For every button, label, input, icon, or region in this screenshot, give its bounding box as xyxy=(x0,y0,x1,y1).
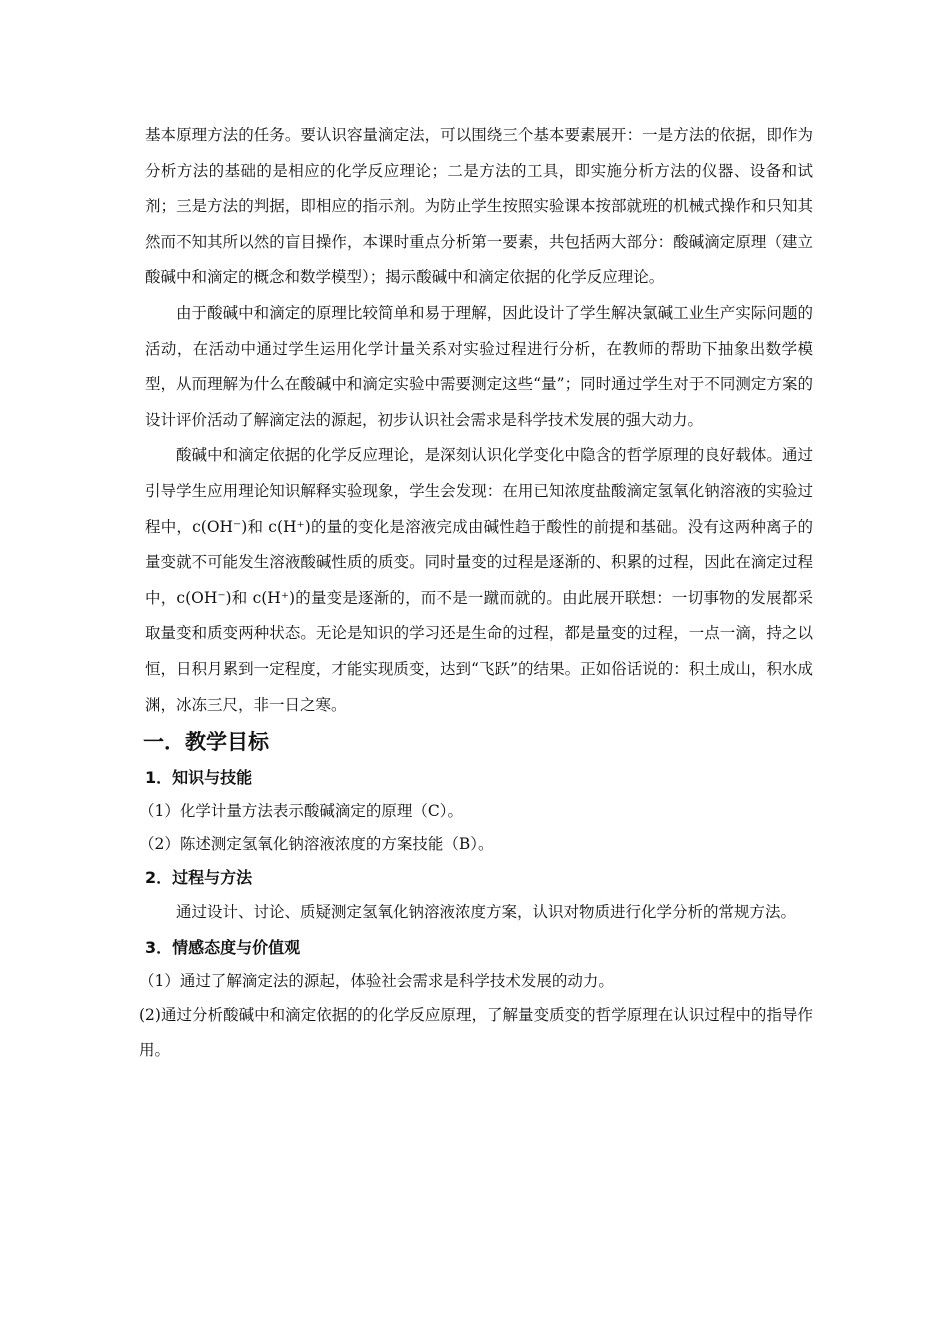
goal-item-3-1: （1）通过了解滴定法的源起，体验社会需求是科学技术发展的动力。 xyxy=(139,971,614,990)
document-page xyxy=(139,118,813,1069)
intro-paragraph-1: 基本原理方法的任务。要认识容量滴定法，可以围绕三个基本要素展开：一是方法的依据，即作为分析方法的基础的是相应的化学反应理论；二是方法的工具，即实施分析方法的仪器、设备和试剂；三是方法的判据，即相应的指示剂。为防止学生按照实验课本按部就班的机械式操作和只知其然而不知其所以然的盲目操作，本课时重点分析第一要素，共包括两大部分：酸碱滴定原理（建立酸碱中和滴定的概念和数学模型）；揭示酸碱中和滴定依据的化学反应理论。 xyxy=(145,126,813,287)
subsection-title-attitude-values: 3．情感态度与价值观 xyxy=(145,937,301,957)
subsection-title-process-method: 2．过程与方法 xyxy=(145,868,253,888)
subsection-title-knowledge-skills: 1．知识与技能 xyxy=(145,768,253,788)
intro-paragraph-2: 由于酸碱中和滴定的原理比较简单和易于理解，因此设计了学生解决氯碱工业生产实际问题的活动，在活动中通过学生运用化学计量关系对实验过程进行分析，在教师的帮助下抽象出数学模型，从而理解为什么在酸碱中和滴定实验中需要测定这些“量”；同时通过学生对于不同测定方案的设计评价活动了解滴定法的源起，初步认识社会需求是科学技术发展的强大动力。 xyxy=(145,303,813,429)
process-method-text: 通过设计、讨论、质疑测定氢氧化钠溶液浓度方案，认识对物质进行化学分析的常规方法。 xyxy=(176,903,797,922)
goal-item-1-2: （2）陈述测定氢氧化钠溶液浓度的方案技能（B）。 xyxy=(139,835,494,854)
goal-item-3-2: (2)通过分析酸碱中和滴定依据的的化学反应原理，了解量变质变的哲学原理在认识过程中的指导作用。 xyxy=(139,1005,813,1060)
goal-item-1-1: （1）化学计量方法表示酸碱滴定的原理（C）。 xyxy=(139,802,463,821)
intro-paragraph-3: 酸碱中和滴定依据的化学反应理论，是深刻认识化学变化中隐含的哲学原理的良好载体。通过引导学生应用理论知识解释实验现象，学生会发现：在用已知浓度盐酸滴定氢氧化钠溶液的实验过程中，c(OH⁻)和 c(H⁺)的量的变化是溶液完成由碱性趋于酸性的前提和基础。没有这两种离子的量变就不可能发生溶液酸碱性质的质变。同时量变的过程是逐渐的、积累的过程，因此在滴定过程中，c(OH⁻)和 c(H⁺)的量变是逐渐的，而不是一蹴而就的。由此展开联想：一切事物的发展都采取量变和质变两种状态。无论是知识的学习还是生命的过程，都是量变的过程，一点一滴，持之以恒，日积月累到一定程度，才能实现质变，达到“飞跃”的结果。正如俗话说的：积土成山，积水成渊，冰冻三尺，非一日之寒。 xyxy=(145,446,813,714)
section-title-teaching-goals: 一．教学目标 xyxy=(143,730,269,755)
